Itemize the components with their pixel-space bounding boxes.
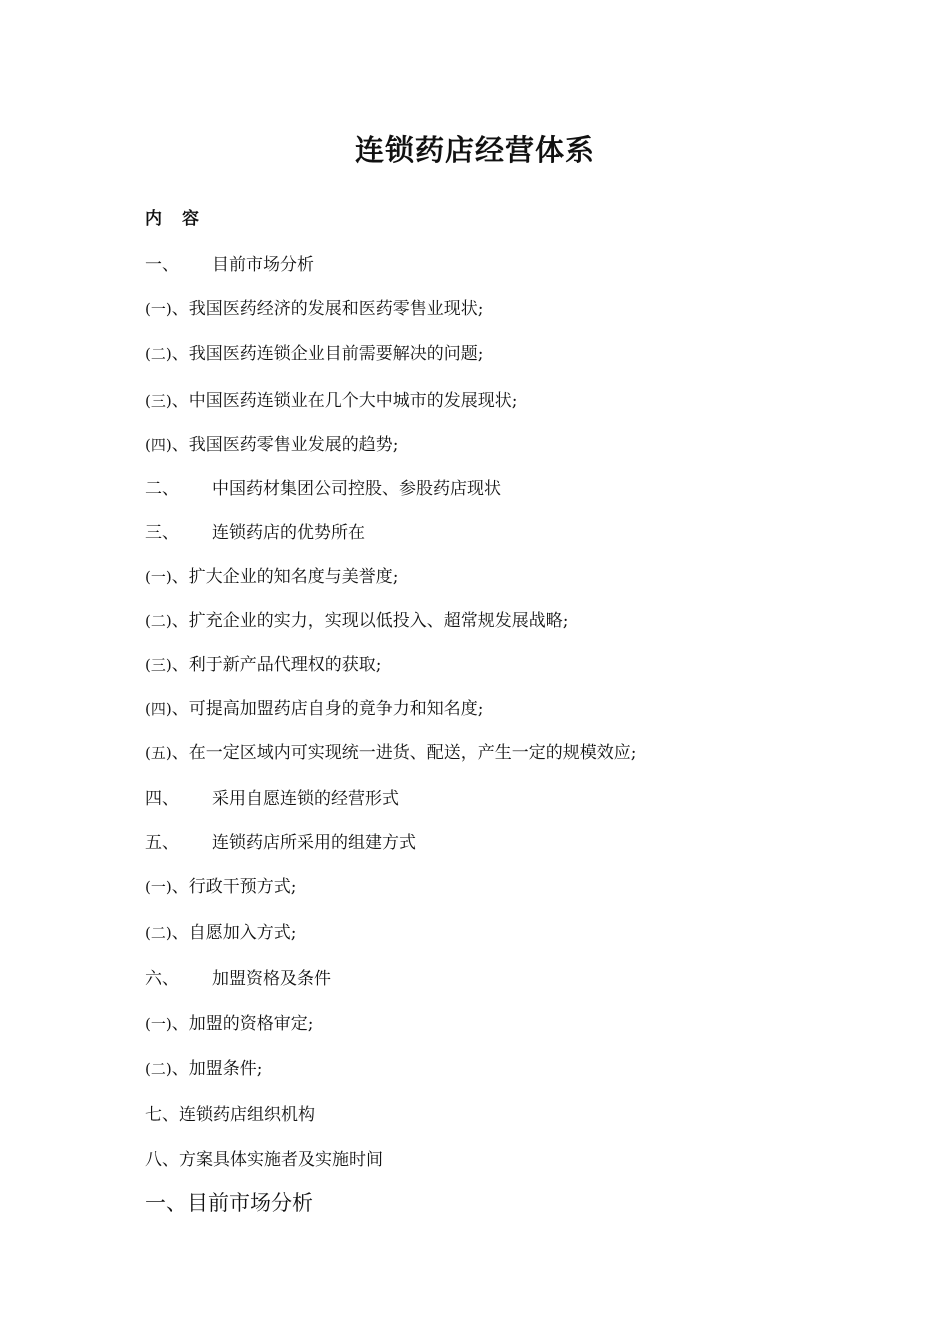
toc-item-text: 、我国医药零售业发展的趋势;	[171, 435, 399, 455]
toc-item-text: 、中国医药连锁业在几个大中城市的发展现状;	[171, 391, 518, 411]
toc-item	[145, 698, 483, 720]
document-title: 连锁药店经营体系	[354, 133, 595, 167]
toc-item	[145, 390, 517, 412]
toc-item	[145, 922, 296, 944]
toc-item	[145, 1104, 315, 1126]
toc-item-number: (一)	[145, 1015, 172, 1033]
toc-item-number: (一)	[145, 300, 172, 318]
toc-item-text: 、扩充企业的实力，实现以低投入、超常规发展战略;	[171, 611, 569, 631]
toc-item-text: 七、连锁药店组织机构	[145, 1105, 315, 1125]
toc-item	[145, 876, 296, 898]
toc-item	[145, 742, 636, 764]
toc-item-text: 、我国医药经济的发展和医药零售业现状;	[171, 299, 484, 319]
toc-item-number: (四)	[145, 700, 172, 718]
toc-item	[145, 434, 398, 456]
toc-item-number: (二)	[145, 1060, 172, 1078]
toc-item-number: 三、	[145, 523, 179, 543]
toc-item	[145, 254, 314, 276]
toc-item	[145, 1058, 262, 1080]
toc-item	[145, 343, 483, 365]
toc-item	[145, 298, 483, 320]
toc-item	[145, 1013, 313, 1035]
toc-item-text: 、扩大企业的知名度与美誉度;	[171, 567, 399, 587]
toc-item	[145, 654, 381, 676]
toc-item-number: (一)	[145, 878, 172, 896]
toc-item	[145, 522, 365, 544]
toc-item-number: (四)	[145, 436, 172, 454]
toc-item-text: 、利于新产品代理权的获取;	[171, 655, 382, 675]
toc-item-text: 目前市场分析	[212, 255, 314, 275]
toc-item-text: 、在一定区域内可实现统一进货、配送，产生一定的规模效应;	[171, 743, 637, 763]
toc-item-number: (三)	[145, 656, 172, 674]
toc-item-text: 、自愿加入方式;	[171, 923, 297, 943]
toc-item-text: 采用自愿连锁的经营形式	[212, 789, 399, 809]
toc-item-number: 四、	[145, 789, 179, 809]
toc-item	[145, 832, 416, 854]
toc-item-number: 一、	[145, 255, 179, 275]
toc-item-text: 连锁药店的优势所在	[212, 523, 365, 543]
toc-item	[145, 566, 398, 588]
toc-item-text: 、加盟的资格审定;	[171, 1014, 314, 1034]
toc-item	[145, 610, 568, 632]
toc-item-number: (二)	[145, 612, 172, 630]
toc-item-number: (二)	[145, 924, 172, 942]
toc-item-number: (一)	[145, 568, 172, 586]
toc-item	[145, 1149, 383, 1171]
toc-item-text: 中国药材集团公司控股、参股药店现状	[212, 479, 501, 499]
toc-item	[145, 968, 331, 990]
toc-item-number: 六、	[145, 969, 179, 989]
toc-item-text: 、行政干预方式;	[171, 877, 297, 897]
toc-item-text: 、加盟条件;	[171, 1059, 263, 1079]
toc-item	[145, 788, 399, 810]
toc-item-number: (二)	[145, 345, 172, 363]
toc-item-text: 、可提高加盟药店自身的竟争力和知名度;	[171, 699, 484, 719]
toc-item-text: 、我国医药连锁企业目前需要解决的问题;	[171, 344, 484, 364]
toc-heading: 内容	[145, 209, 219, 229]
toc-item-number: 五、	[145, 833, 179, 853]
toc-item	[145, 478, 501, 500]
toc-item-number: (三)	[145, 392, 172, 410]
toc-item-number: (五)	[145, 744, 172, 762]
toc-item-text: 八、方案具体实施者及实施时间	[145, 1150, 383, 1170]
toc-item-text: 加盟资格及条件	[212, 969, 331, 989]
section-heading: 一、目前市场分析	[145, 1191, 313, 1215]
toc-item-number: 二、	[145, 479, 179, 499]
toc-item-text: 连锁药店所采用的组建方式	[212, 833, 416, 853]
